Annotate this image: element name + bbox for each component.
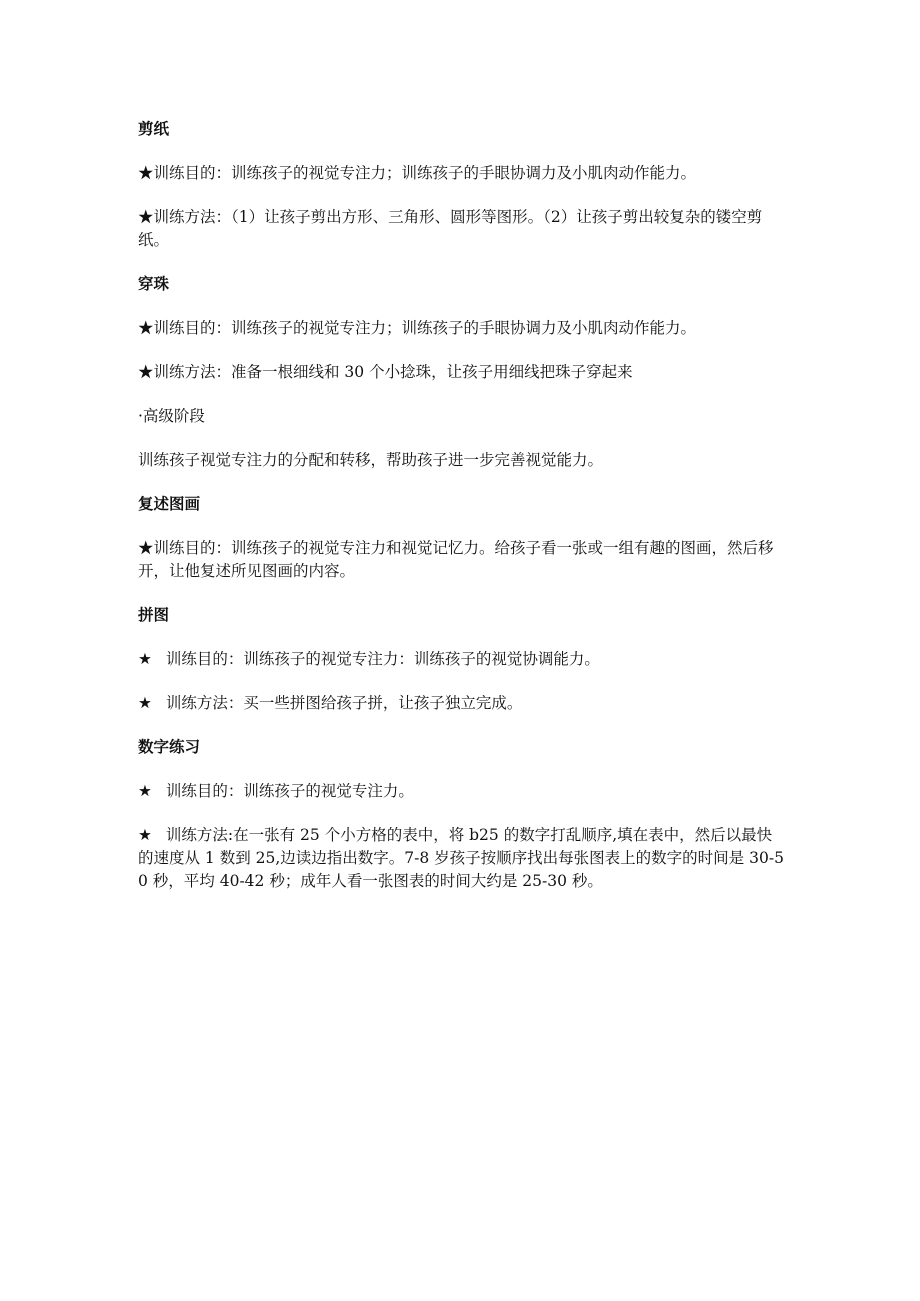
number-practice-purpose-text: 训练目的：训练孩子的视觉专注力。 (165, 782, 414, 800)
paper-cutting-method: ★训练方法：（1）让孩子剪出方形、三角形、圆形等图形。（2）让孩子剪出较复杂的镂空剪纸。 (138, 208, 763, 249)
bead-threading-purpose: ★训练目的：训练孩子的视觉专注力；训练孩子的手眼协调力及小肌肉动作能力。 (138, 319, 697, 337)
section-heading-puzzle: 拼图 (138, 606, 170, 624)
puzzle-method-text: 训练方法：买一些拼图给孩子拼，让孩子独立完成。 (165, 694, 523, 712)
retell-picture-purpose: ★训练目的：训练孩子的视觉专注力和视觉记忆力。给孩子看一张或一组有趣的图画，然后移开，让他复述所见图画的内容。 (138, 539, 774, 580)
number-practice-method-text: 训练方法:在一张有 25 个小方格的表中，将 b25 的数字打乱顺序,填在表中，然后以最快的速度从 1 数到 25,边读边指出数字。7-8 岁孩子按顺序找出每张图表上的数字的时间是 30-50 秒，平均 40-42 秒；成年人看一张图表的时间大约是 25-30 秒。 (138, 826, 784, 890)
paper-cutting-purpose: ★训练目的：训练孩子的视觉专注力；训练孩子的手眼协调力及小肌肉动作能力。 (138, 164, 697, 182)
star-icon: ★ (138, 694, 152, 712)
star-icon: ★ (138, 826, 152, 844)
star-icon: ★ (138, 782, 152, 800)
section-heading-number-practice: 数字练习 (138, 738, 201, 756)
document-body (138, 118, 784, 914)
number-practice-purpose (138, 780, 784, 803)
bead-threading-method: ★训练方法：准备一根细线和 30 个小捻珠，让孩子用细线把珠子穿起来 (138, 363, 633, 381)
puzzle-purpose-text: 训练目的：训练孩子的视觉专注力：训练孩子的视觉协调能力。 (165, 650, 600, 668)
section-heading-paper-cutting: 剪纸 (138, 120, 170, 138)
advanced-stage-intro: 训练孩子视觉专注力的分配和转移，帮助孩子进一步完善视觉能力。 (138, 451, 604, 469)
section-heading-bead-threading: 穿珠 (138, 275, 170, 293)
star-icon: ★ (138, 650, 152, 668)
advanced-stage-title: ·高级阶段 (138, 407, 205, 425)
number-practice-method (138, 824, 784, 893)
puzzle-purpose (138, 648, 784, 671)
puzzle-method (138, 692, 784, 715)
section-heading-retell-picture: 复述图画 (138, 495, 201, 513)
